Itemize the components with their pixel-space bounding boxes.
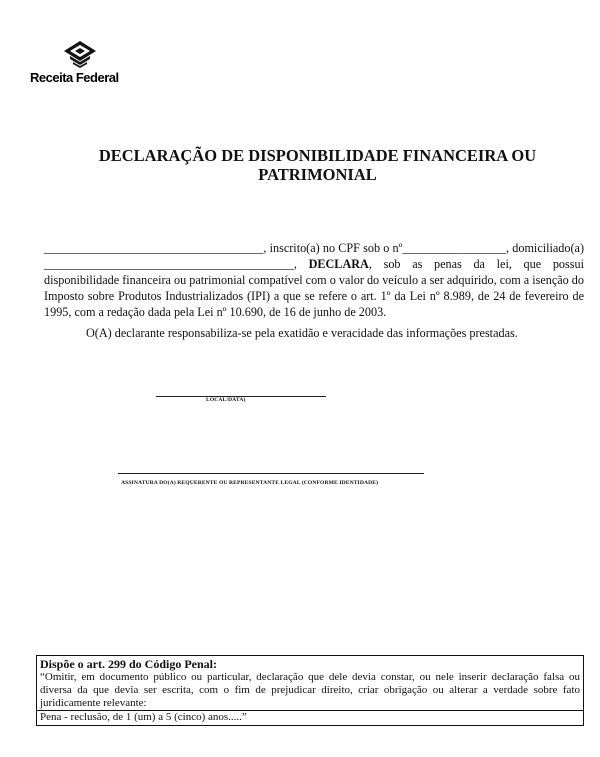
- address-comma: ,: [293, 257, 309, 271]
- receita-federal-logo: [30, 40, 140, 90]
- declaration-paragraph: [44, 240, 584, 320]
- domiciliado-label: domiciliado(a): [512, 241, 585, 255]
- penal-code-text: “Omitir, em documento público ou particular, declaração que dele devia constar, ou nele inserir declaração falsa ou diversa da que devia ser escrita, com o fim de prejudicar direito, criar obrigação ou alterar a verdade sobre fato juridicamente relevante:: [40, 671, 580, 709]
- receita-federal-emblem-icon: [63, 40, 97, 70]
- cpf-comma: ,: [506, 241, 510, 255]
- name-blank: ____________________________________: [44, 241, 264, 255]
- penal-code-box: [36, 655, 584, 726]
- declaration-body: , sob as penas da lei, que possui disponibilidade financeira ou patrimonial compatível com o valor do veículo a ser adquirido, com a isenção do Imposto sobre Produtos Industrializados (IPI) a que se refere o art. 1º da Lei nº 8.989, de 24 de fevereiro de 1995, com a redação dada pela Lei nº 10.690, de 16 de junho de 2003.: [44, 257, 584, 319]
- declara-label: DECLARA: [308, 257, 369, 271]
- logo-text: Receita Federal: [30, 70, 119, 85]
- document-title: [40, 146, 595, 184]
- penalty-text: Pena - reclusão, de 1 (um) a 5 (cinco) anos.....”: [37, 710, 583, 724]
- address-blank: _________________________________________: [44, 257, 294, 271]
- cpf-blank: _________________: [402, 241, 507, 255]
- title-line-2: PATRIMONIAL: [258, 165, 377, 184]
- local-date-caption: LOCAL/DATA): [206, 397, 246, 403]
- signature-caption: ASSINATURA DO(A) REQUERENTE OU REPRESENTANTE LEGAL (CONFORME IDENTIDADE): [121, 480, 379, 486]
- signature-line: [118, 473, 424, 474]
- responsibility-statement: O(A) declarante responsabiliza-se pela exatidão e veracidade das informações prestadas.: [86, 326, 518, 340]
- cpf-intro: , inscrito(a) no CPF sob o nº: [263, 241, 403, 255]
- title-line-1: DECLARAÇÃO DE DISPONIBILIDADE FINANCEIRA OU: [98, 146, 537, 165]
- penal-code-title: Dispõe o art. 299 do Código Penal:: [40, 657, 217, 671]
